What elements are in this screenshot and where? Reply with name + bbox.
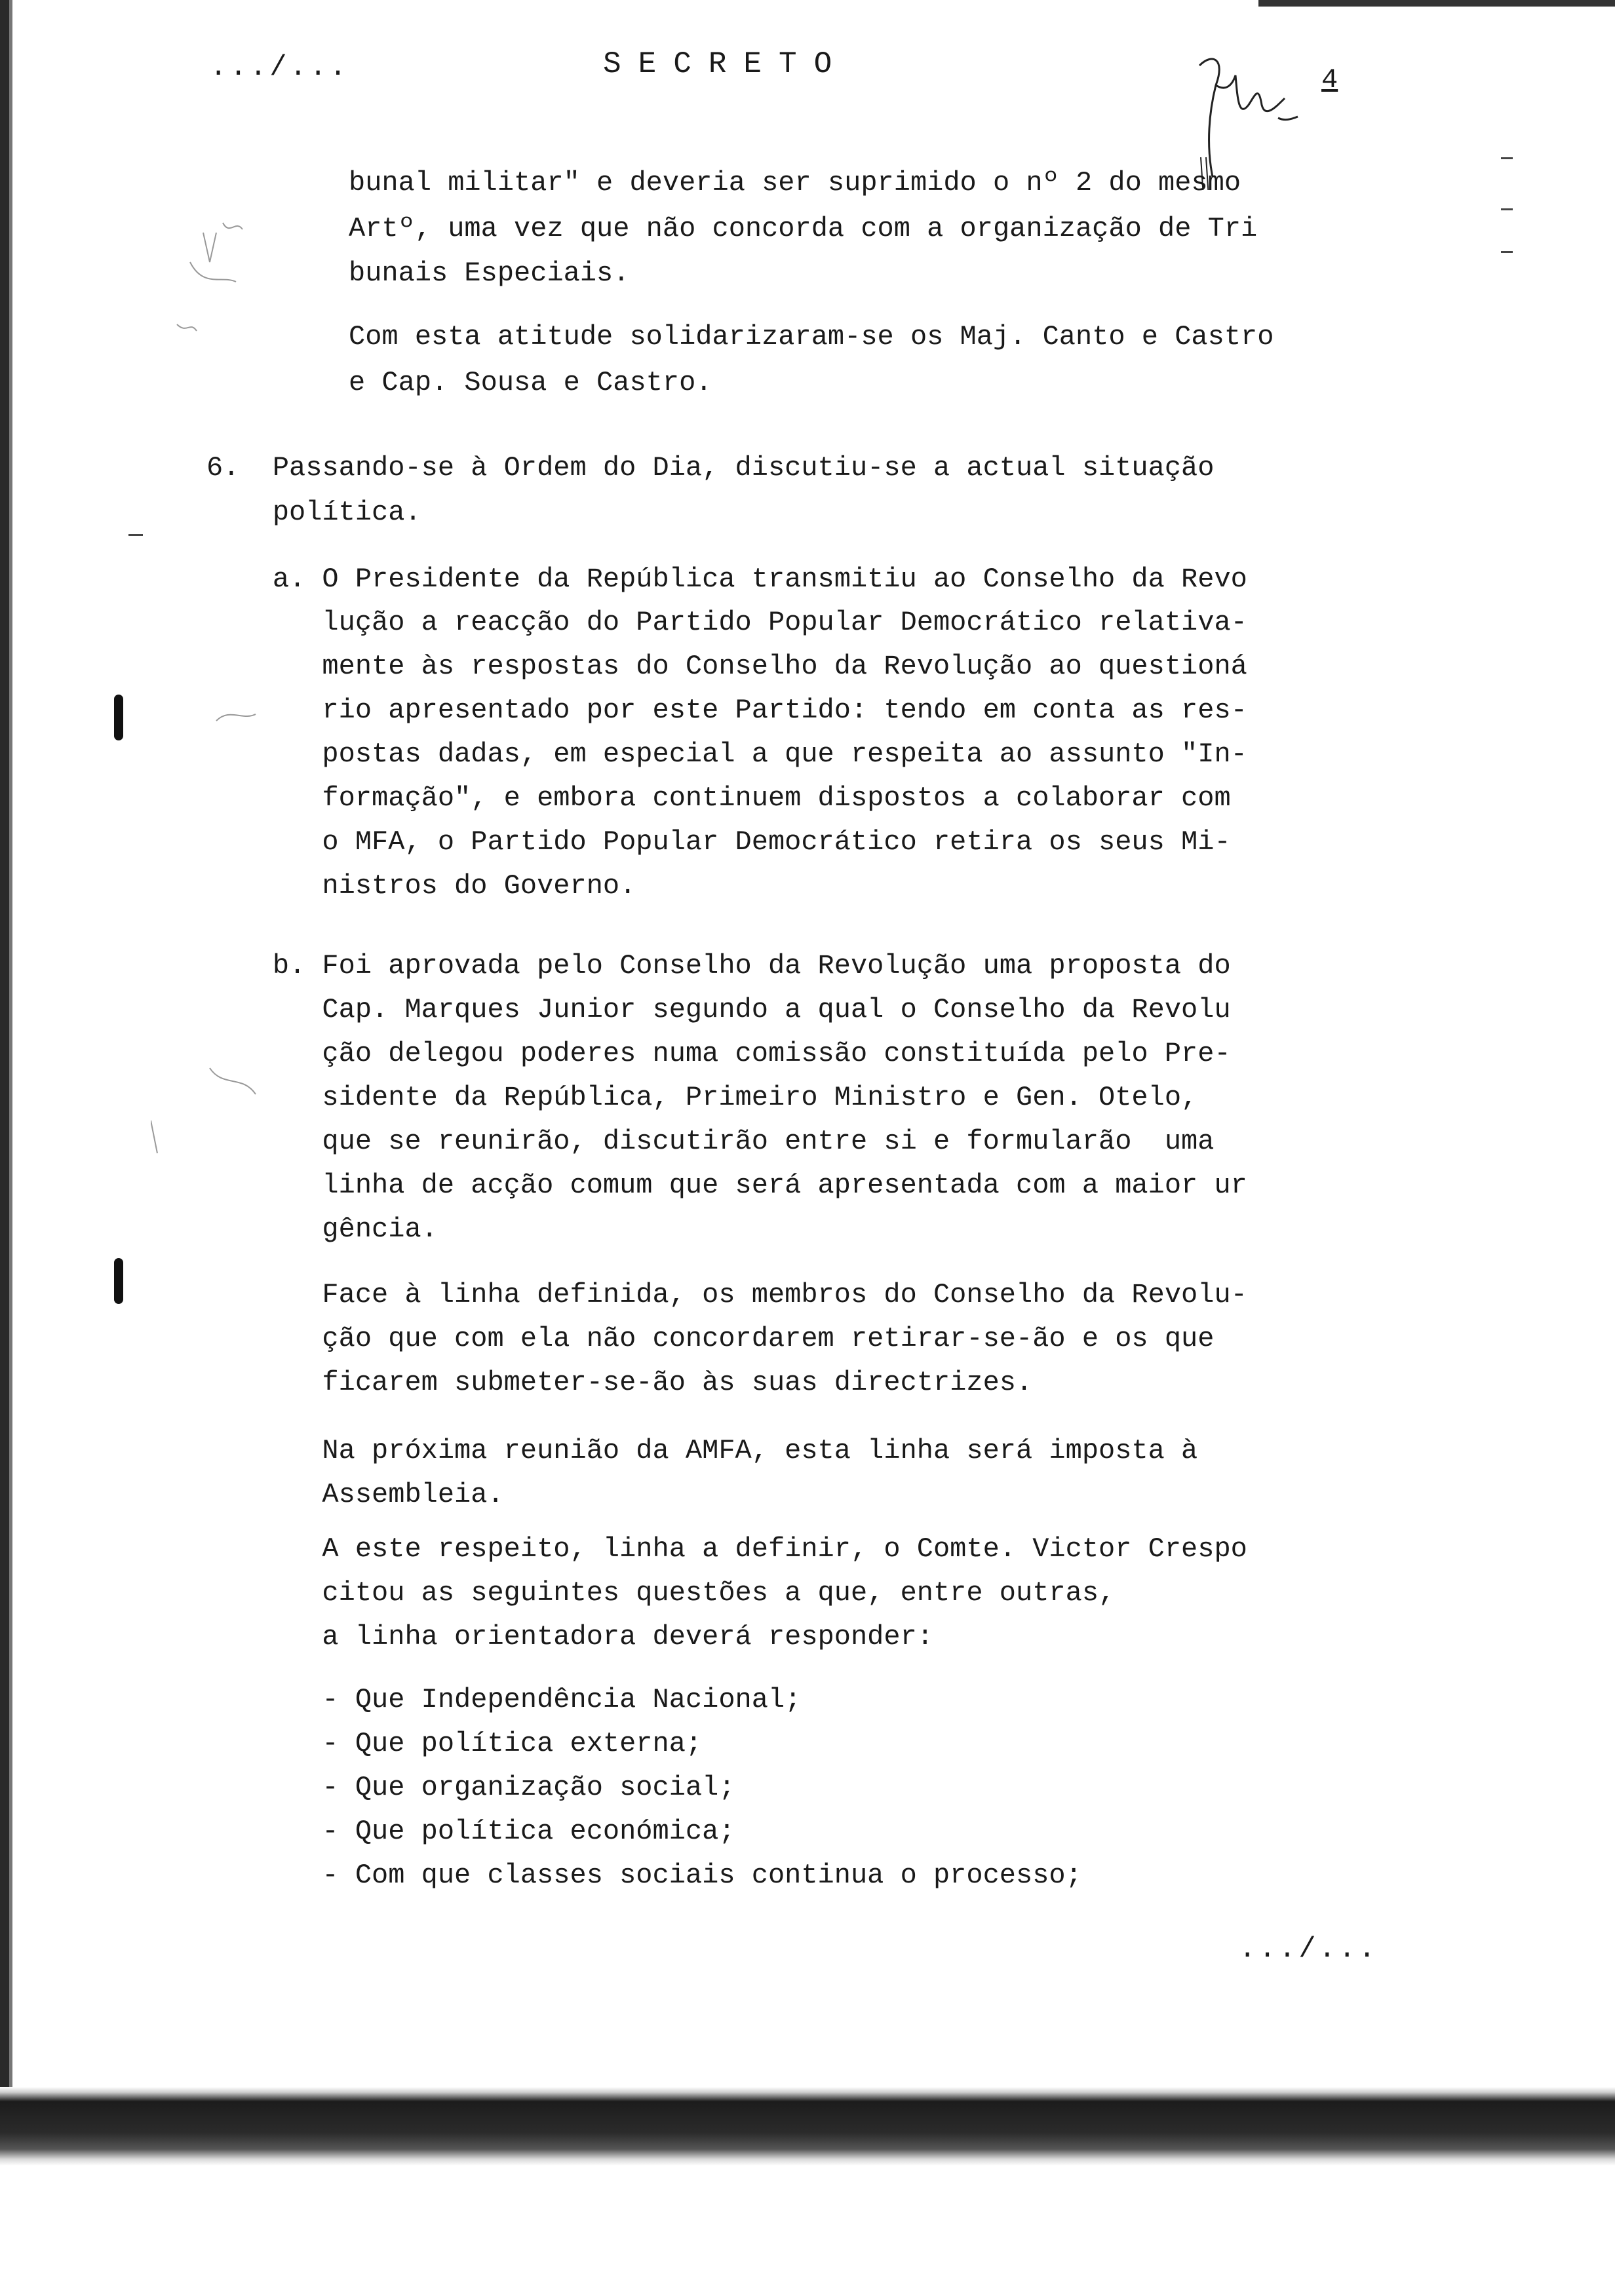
- text-line: o MFA, o Partido Popular Democrático retira os seus Mi-: [206, 826, 1231, 858]
- text-line: que se reunirão, discutirão entre si e formularão uma: [206, 1126, 1215, 1157]
- text-line: bunais Especiais.: [349, 258, 630, 289]
- text-line: e Cap. Sousa e Castro.: [349, 367, 712, 398]
- text-line: Assembleia.: [206, 1479, 504, 1510]
- text-line: Com esta atitude solidarizaram-se os Maj. Canto e Castro: [349, 321, 1274, 353]
- margin-dash: [1501, 208, 1513, 210]
- scan-left-border-shadow: [9, 0, 12, 2136]
- scan-bottom-band: [0, 2087, 1615, 2166]
- scan-left-border: [0, 0, 9, 2136]
- continuation-marker-top: .../...: [210, 51, 349, 84]
- text-line: política.: [206, 497, 421, 528]
- text-line: gência.: [206, 1214, 438, 1245]
- list-item: - Que Independência Nacional;: [206, 1684, 802, 1715]
- text-line: mente às respostas do Conselho da Revolução ao questioná: [206, 651, 1247, 682]
- margin-dash: [1501, 157, 1513, 159]
- text-line: postas dadas, em especial a que respeita ao assunto "In-: [206, 738, 1247, 770]
- margin-dash: [128, 534, 143, 536]
- classification-title: SECRETO: [603, 47, 849, 81]
- text-line: nistros do Governo.: [206, 870, 636, 902]
- text-line: bunal militar" e deveria ser suprimido o nº 2 do mesmo: [349, 167, 1241, 199]
- page-number: 4: [1321, 64, 1338, 96]
- scan-top-border: [1258, 0, 1615, 7]
- text-line: Cap. Marques Junior segundo a qual o Conselho da Revolu: [206, 994, 1231, 1025]
- punch-hole-mark: [114, 695, 123, 740]
- text-line: citou as seguintes questões a que, entre outras,: [206, 1577, 1116, 1609]
- list-item: - Que organização social;: [206, 1772, 735, 1803]
- text-line: Artº, uma vez que não concorda com a organização de Tri: [349, 213, 1258, 244]
- text-line: Face à linha definida, os membros do Conselho da Revolu-: [206, 1279, 1247, 1311]
- text-line: 6. Passando-se à Ordem do Dia, discutiu-se a actual situação: [206, 452, 1215, 484]
- list-item: - Com que classes sociais continua o processo;: [206, 1860, 1082, 1891]
- text-line: linha de acção comum que será apresentada com a maior ur: [206, 1170, 1247, 1201]
- text-line: rio apresentado por este Partido: tendo em conta as res-: [206, 695, 1247, 726]
- text-line: ção que com ela não concordarem retirar-se-ão e os que: [206, 1323, 1215, 1354]
- list-item: - Que política externa;: [206, 1728, 703, 1759]
- text-line: sidente da República, Primeiro Ministro e Gen. Otelo,: [206, 1082, 1198, 1113]
- text-line: b. Foi aprovada pelo Conselho da Revolução uma proposta do: [206, 950, 1231, 982]
- text-line: Na próxima reunião da AMFA, esta linha será imposta à: [206, 1435, 1198, 1466]
- punch-hole-mark: [114, 1258, 123, 1304]
- text-line: lução a reacção do Partido Popular Democrático relativa-: [206, 607, 1247, 638]
- margin-dash: [1501, 251, 1513, 253]
- text-line: ção delegou poderes numa comissão constituída pelo Pre-: [206, 1038, 1231, 1069]
- text-line: A este respeito, linha a definir, o Comte. Victor Crespo: [206, 1533, 1247, 1565]
- text-line: ficarem submeter-se-ão às suas directrizes.: [206, 1367, 1033, 1398]
- text-line: a. O Presidente da República transmitiu ao Conselho da Revo: [206, 564, 1247, 595]
- continuation-marker-bottom: .../...: [1239, 1933, 1378, 1966]
- text-line: a linha orientadora deverá responder:: [206, 1621, 933, 1653]
- list-item: - Que política económica;: [206, 1816, 735, 1847]
- text-line: formação", e embora continuem dispostos a colaborar com: [206, 782, 1231, 814]
